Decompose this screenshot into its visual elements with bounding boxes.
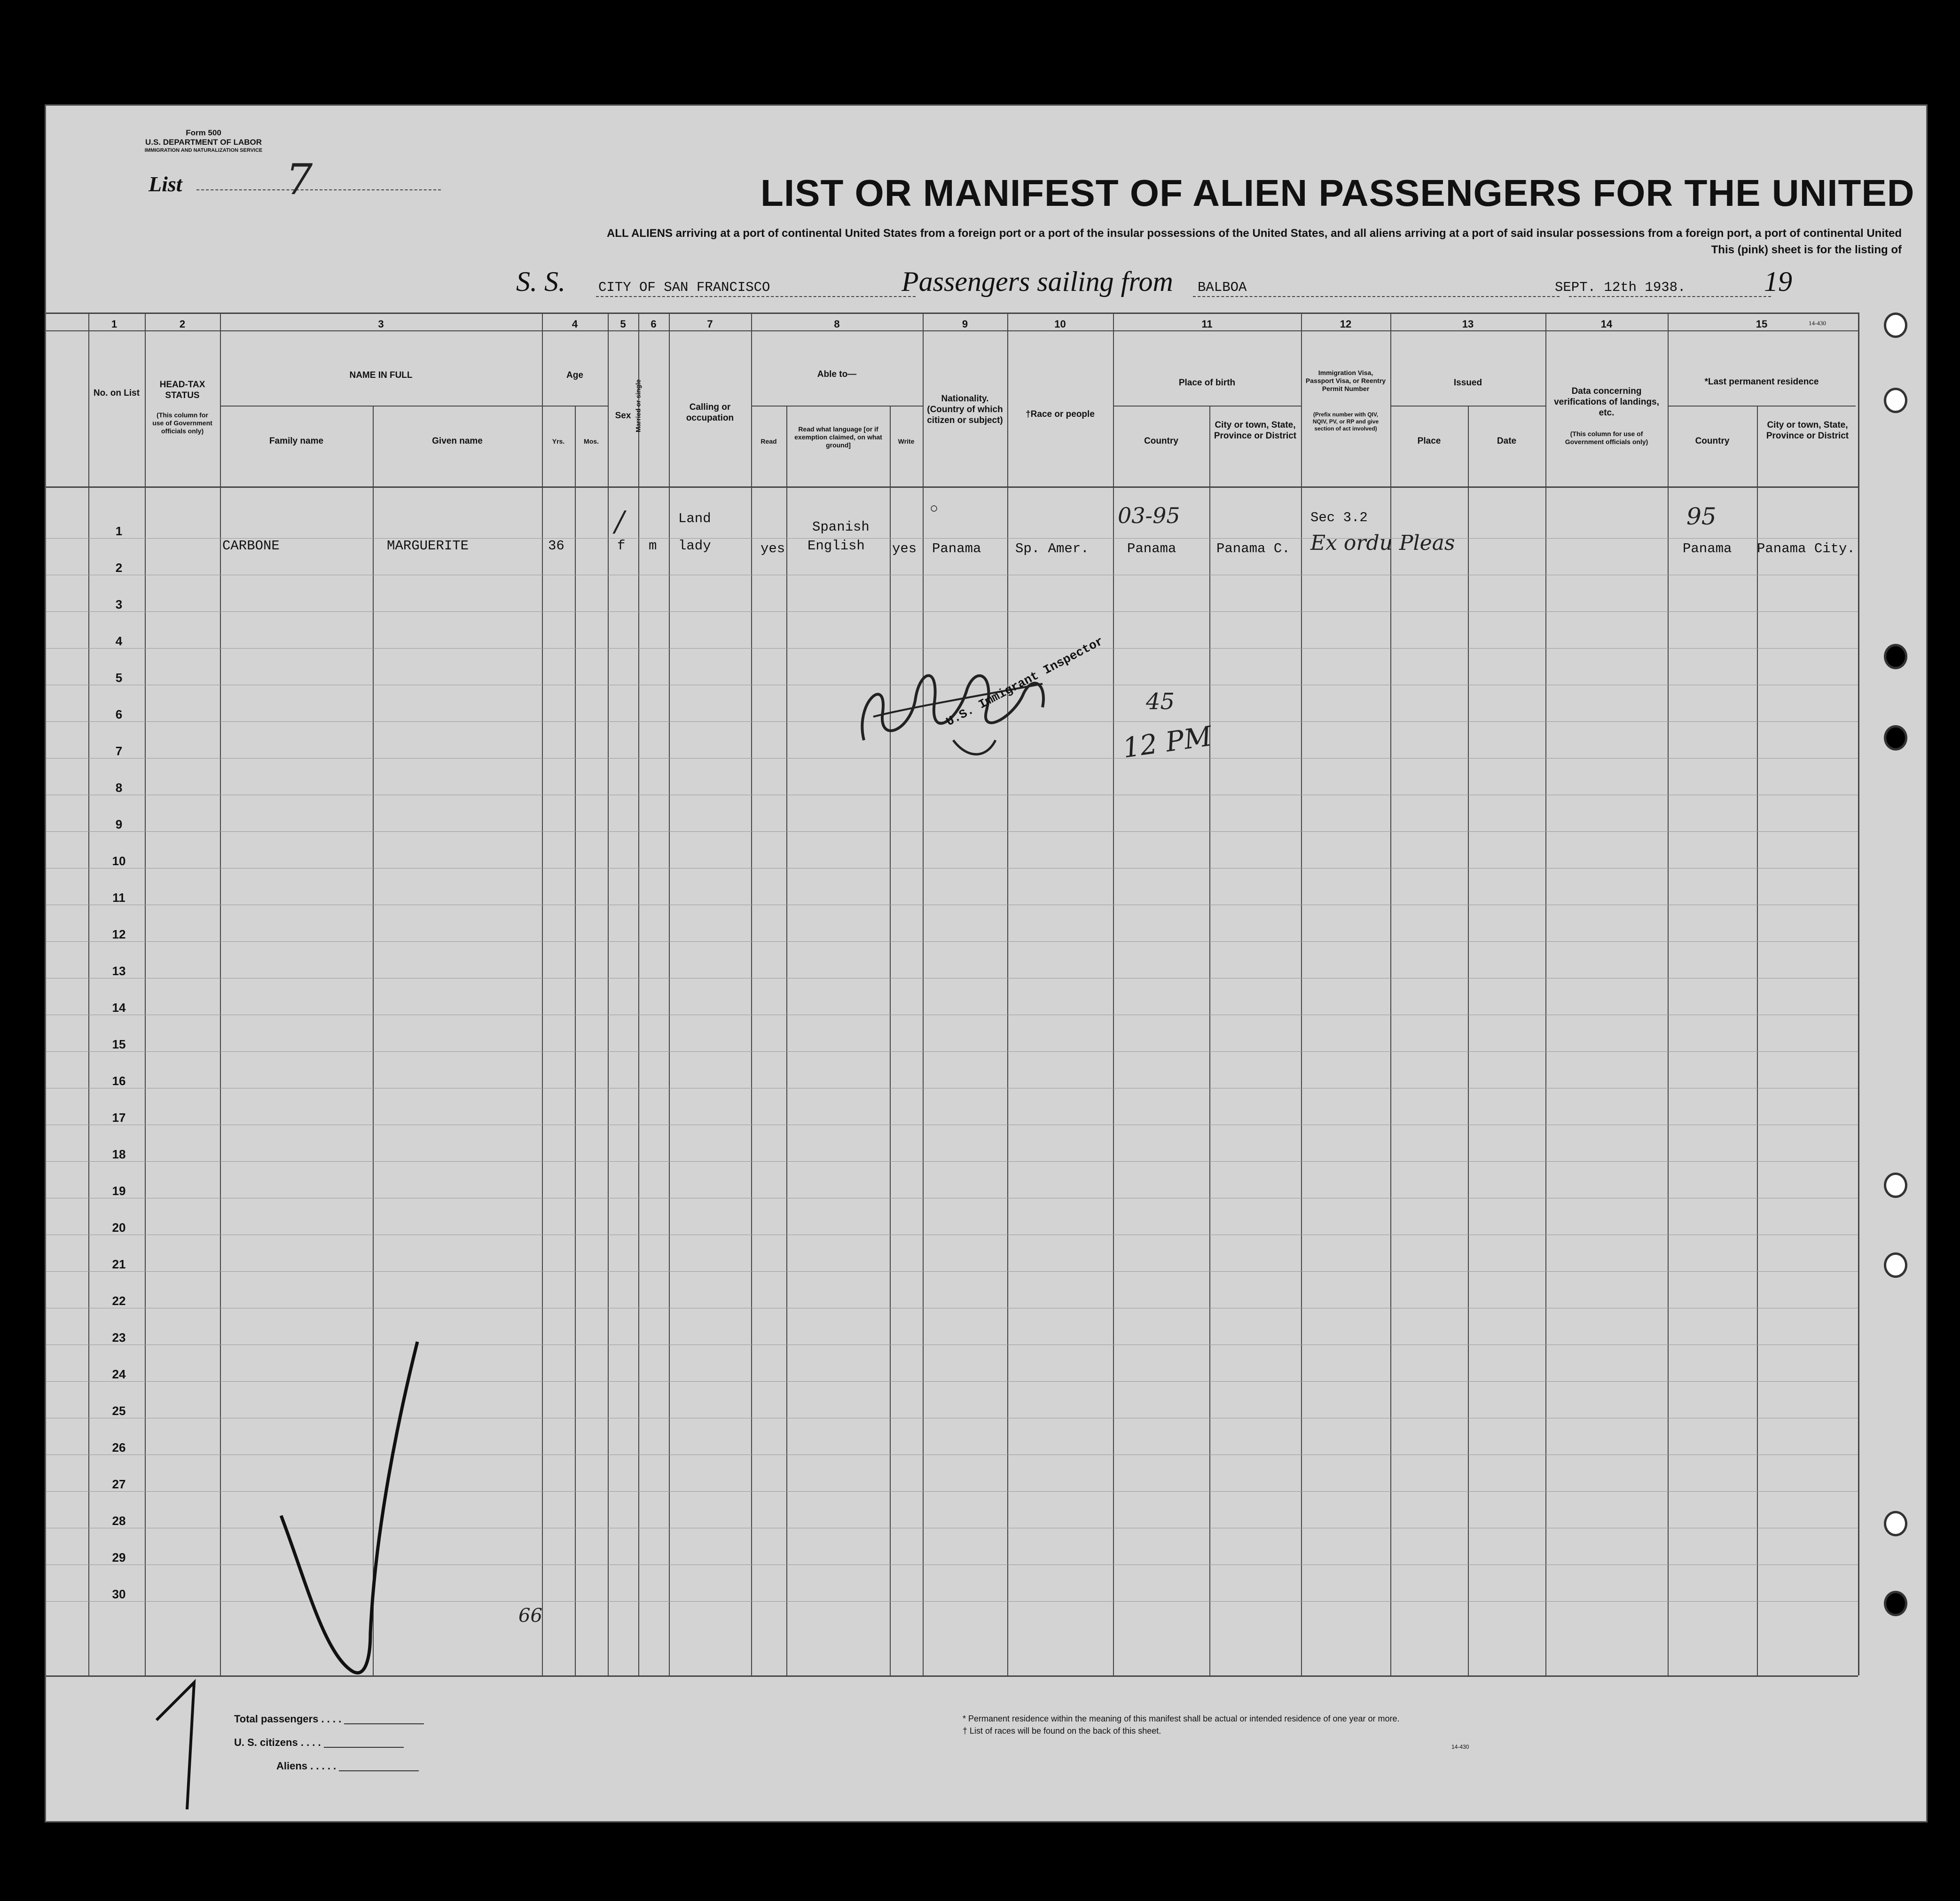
read-cell: yes: [760, 541, 785, 556]
hdr-given-name: Given name: [432, 436, 483, 446]
colnum-4: 4: [572, 318, 578, 330]
vline-12: [1390, 313, 1391, 1675]
language-line1: Spanish: [812, 519, 870, 535]
lr-subrule: [1668, 406, 1856, 407]
hdr-able-to: Able to—: [817, 369, 857, 379]
colnum-3: 3: [378, 318, 384, 330]
nationality-cell: Panama: [932, 541, 981, 556]
vline-4: [608, 313, 609, 1675]
us-citizens-label: U. S. citizens: [234, 1737, 298, 1748]
vline-13a: [1468, 406, 1469, 1675]
vline-7: [751, 313, 752, 1675]
row-number: 16: [112, 1074, 126, 1088]
visa-handwritten-note: Ex ordu Pleas: [1310, 531, 1455, 555]
row-number: 28: [112, 1514, 126, 1528]
row-number: 8: [115, 781, 123, 795]
us-citizens-row: U. S. citizens . . . .: [234, 1737, 404, 1749]
vline-5: [638, 313, 639, 1675]
occupation-line2: lady: [678, 538, 711, 554]
write-cell: yes: [892, 541, 917, 556]
vline-8: [923, 313, 924, 1675]
vline-2: [220, 313, 221, 1675]
language-line2: English: [808, 538, 865, 554]
family-name-cell: CARBONE: [222, 538, 280, 554]
total-passengers-blank: [344, 1715, 424, 1724]
hdr-pob-city: City or town, State, Province or District: [1214, 420, 1297, 441]
manifest-sheet: [45, 104, 1928, 1823]
hdr-verification-note: (This column for use of Government officials only): [1565, 430, 1648, 446]
colnum-15: 15: [1756, 318, 1768, 330]
sailing-label: Passengers sailing from: [902, 266, 1173, 297]
table-top-border: [46, 313, 1858, 314]
binder-hole: [1884, 1173, 1907, 1198]
vline-11a: [1209, 406, 1210, 1675]
colnum-10: 10: [1054, 318, 1066, 330]
vline-0: [88, 313, 89, 1675]
pob-subrule: [1113, 406, 1301, 407]
document-title: LIST OR MANIFEST OF ALIEN PASSENGERS FOR THE UNITED: [760, 172, 1915, 214]
footnote-races: † List of races will be found on the back of this sheet.: [963, 1726, 1161, 1736]
ship-name: CITY OF SAN FRANCISCO: [598, 280, 770, 295]
vline-8b: [890, 406, 891, 1675]
department-label: U.S. DEPARTMENT OF LABOR: [145, 138, 262, 147]
vline-8a: [786, 406, 787, 1675]
row-number: 17: [112, 1111, 126, 1125]
hdr-issued-date: Date: [1497, 436, 1517, 446]
departure-port: BALBOA: [1198, 280, 1247, 295]
colnum-7: 7: [707, 318, 713, 330]
row-number: 26: [112, 1440, 126, 1455]
service-label: IMMIGRATION AND NATURALIZATION SERVICE: [144, 148, 263, 153]
port-underline: [1193, 296, 1560, 297]
row-number: 10: [112, 854, 126, 868]
age-slash-mark: /: [615, 505, 625, 538]
row-number: 19: [112, 1184, 126, 1198]
row-number: 1: [115, 524, 123, 538]
binder-hole: [1884, 313, 1907, 338]
colnum-2: 2: [179, 318, 186, 330]
row-rule: [46, 538, 1858, 539]
row-rule: [46, 1161, 1858, 1162]
row-number: 11: [112, 891, 125, 905]
colnum-12: 12: [1340, 318, 1352, 330]
hdr-pob-country: Country: [1144, 436, 1178, 446]
inspector-stamp: U.S. Immigrant Inspector: [944, 634, 1106, 729]
row-number: 4: [115, 634, 123, 648]
list-number: 7: [286, 155, 313, 204]
handwritten-66: 66: [518, 1605, 542, 1627]
hdr-visa-note: (Prefix number with QIV, NQIV, PV, or RP and give section of act involved): [1312, 411, 1379, 432]
binder-hole: [1884, 1511, 1907, 1536]
row-rule: [46, 1271, 1858, 1272]
check-mark: [276, 1332, 427, 1690]
colnum-5: 5: [620, 318, 626, 330]
race-cell: Sp. Amer.: [1015, 541, 1089, 556]
hdr-yrs: Yrs.: [552, 438, 565, 445]
row-number: 18: [112, 1147, 126, 1161]
row-rule: [46, 941, 1858, 942]
hdr-race: †Race or people: [1026, 409, 1095, 419]
footer-code: 14-430: [1451, 1744, 1469, 1750]
birth-country-cell: Panama: [1127, 541, 1176, 556]
hdr-head-tax: HEAD-TAX STATUS: [159, 380, 205, 400]
date-underline: [1569, 296, 1771, 297]
binder-hole: [1884, 1252, 1907, 1278]
row-number: 30: [112, 1587, 126, 1601]
married-cell: m: [649, 538, 657, 554]
row-number: 6: [115, 707, 123, 721]
vline-9: [1007, 313, 1008, 1675]
form-number: Form 500: [186, 128, 221, 137]
ss-label: S. S.: [516, 266, 565, 297]
hdr-name-in-full: NAME IN FULL: [349, 370, 413, 380]
vline-3: [542, 313, 543, 1675]
handwritten-time: 12 PM: [1121, 720, 1214, 764]
row-rule: [46, 1051, 1858, 1052]
us-citizens-blank: [324, 1738, 404, 1748]
subtitle-line1: ALL ALIENS arriving at a port of continental United States from a foreign port or a port of the insular possessions of the United States, and all aliens arriving at a port of said insular possessions from a foreign port, a port of continental United: [606, 227, 1902, 240]
vline-15a: [1757, 406, 1758, 1675]
sailing-date: SEPT. 12th 1938.: [1555, 280, 1686, 295]
colnum-rule: [46, 330, 1858, 331]
binder-hole: [1884, 388, 1907, 413]
row-number: 3: [115, 597, 123, 611]
vline-14: [1668, 313, 1669, 1675]
colnum-8: 8: [834, 318, 840, 330]
birth-city-cell: Panama C.: [1216, 541, 1290, 556]
vline-15: [1858, 313, 1859, 1675]
colnum-13: 13: [1462, 318, 1474, 330]
hdr-family-name: Family name: [269, 436, 324, 446]
row-rule: [46, 611, 1858, 612]
hdr-age: Age: [566, 370, 583, 380]
corner-code: 14-430: [1809, 320, 1826, 327]
hdr-lr-city: City or town, State, Province or District: [1766, 420, 1849, 441]
row-number: 12: [112, 927, 126, 941]
age-years-cell: 36: [548, 538, 564, 554]
footer-handwritten-one: [147, 1678, 204, 1814]
row-number: 13: [112, 964, 126, 978]
visa-cell: Sec 3.2: [1310, 510, 1368, 525]
hdr-issued-place: Place: [1417, 436, 1441, 446]
hdr-sex: Sex: [615, 411, 631, 421]
year-label: 19: [1764, 266, 1792, 297]
colnum-6: 6: [651, 318, 657, 330]
row-number: 23: [112, 1330, 126, 1345]
hdr-write: Write: [898, 438, 915, 445]
nationality-circle-mark: ○: [930, 501, 939, 516]
hdr-verification: Data concerning verifications of landings, etc.: [1554, 386, 1659, 418]
row-number: 24: [112, 1367, 126, 1381]
binder-hole: [1884, 1591, 1907, 1616]
ship-underline: [596, 296, 916, 297]
aliens-blank: [339, 1762, 419, 1771]
row-number: 2: [115, 561, 123, 575]
row-number: 25: [112, 1404, 126, 1418]
birth-code-handwritten: 03-95: [1118, 503, 1180, 528]
row-number: 20: [112, 1220, 126, 1235]
hdr-nationality: Nationality. (Country of which citizen or subject): [927, 394, 1003, 425]
row-number: 7: [115, 744, 123, 758]
total-passengers-label: Total passengers: [234, 1713, 319, 1725]
colnum-9: 9: [962, 318, 968, 330]
able-subrule: [751, 406, 923, 407]
row-number: 27: [112, 1477, 126, 1491]
occupation-line1: Land: [678, 511, 711, 526]
hdr-visa: Immigration Visa, Passport Visa, or Reentry Permit Number: [1305, 369, 1386, 392]
hdr-married: Married or single: [634, 379, 642, 432]
hdr-read: Read: [760, 438, 777, 445]
binder-hole: [1884, 644, 1907, 669]
hdr-mos: Mos.: [584, 438, 599, 445]
list-underline: [196, 189, 441, 190]
row-number: 14: [112, 1001, 126, 1015]
row-rule: [46, 831, 1858, 832]
sex-cell: f: [617, 538, 626, 554]
given-name-cell: MARGUERITE: [387, 538, 469, 554]
row-number: 29: [112, 1550, 126, 1565]
colnum-11: 11: [1201, 318, 1213, 330]
row-number: 15: [112, 1037, 126, 1051]
vline-1: [145, 313, 146, 1675]
hdr-no-on-list: No. on List: [93, 388, 140, 398]
vline-4a: [575, 406, 576, 1675]
hdr-head-tax-note: (This column for use of Government officials only): [152, 411, 212, 435]
hdr-last-residence: *Last permanent residence: [1704, 377, 1819, 387]
name-subrule: [220, 406, 542, 407]
total-passengers-row: Total passengers . . . .: [234, 1713, 424, 1725]
header-bottom-border: [46, 486, 1858, 488]
residence-city-cell: Panama City.: [1757, 541, 1855, 556]
row-number: 21: [112, 1257, 126, 1271]
row-number: 5: [115, 671, 123, 685]
hdr-issued: Issued: [1453, 378, 1482, 388]
row-number: 9: [115, 817, 123, 831]
colnum-1: 1: [111, 318, 118, 330]
footnote-residence: * Permanent residence within the meaning of this manifest shall be actual or intended residence of one year or more.: [963, 1714, 1400, 1723]
hdr-read-language: Read what language [or if exemption claimed, on what ground]: [794, 425, 882, 449]
form-header: [142, 128, 265, 154]
vline-6: [669, 313, 670, 1675]
colnum-14: 14: [1600, 318, 1613, 330]
vline-13: [1545, 313, 1546, 1675]
vline-11: [1301, 313, 1302, 1675]
residence-code-handwritten: 95: [1686, 503, 1717, 530]
list-label: List: [149, 172, 182, 196]
handwritten-45: 45: [1146, 688, 1175, 715]
binder-hole: [1884, 725, 1907, 751]
aliens-row: Aliens . . . . .: [276, 1760, 419, 1772]
residence-country-cell: Panama: [1683, 541, 1732, 556]
vline-10: [1113, 313, 1114, 1675]
hdr-calling: Calling or occupation: [686, 402, 734, 423]
aliens-label: Aliens: [276, 1760, 308, 1772]
subtitle-line2: This (pink) sheet is for the listing of: [1711, 243, 1902, 256]
hdr-lr-country: Country: [1695, 436, 1730, 446]
hdr-place-of-birth: Place of birth: [1178, 378, 1236, 388]
row-number: 22: [112, 1294, 126, 1308]
